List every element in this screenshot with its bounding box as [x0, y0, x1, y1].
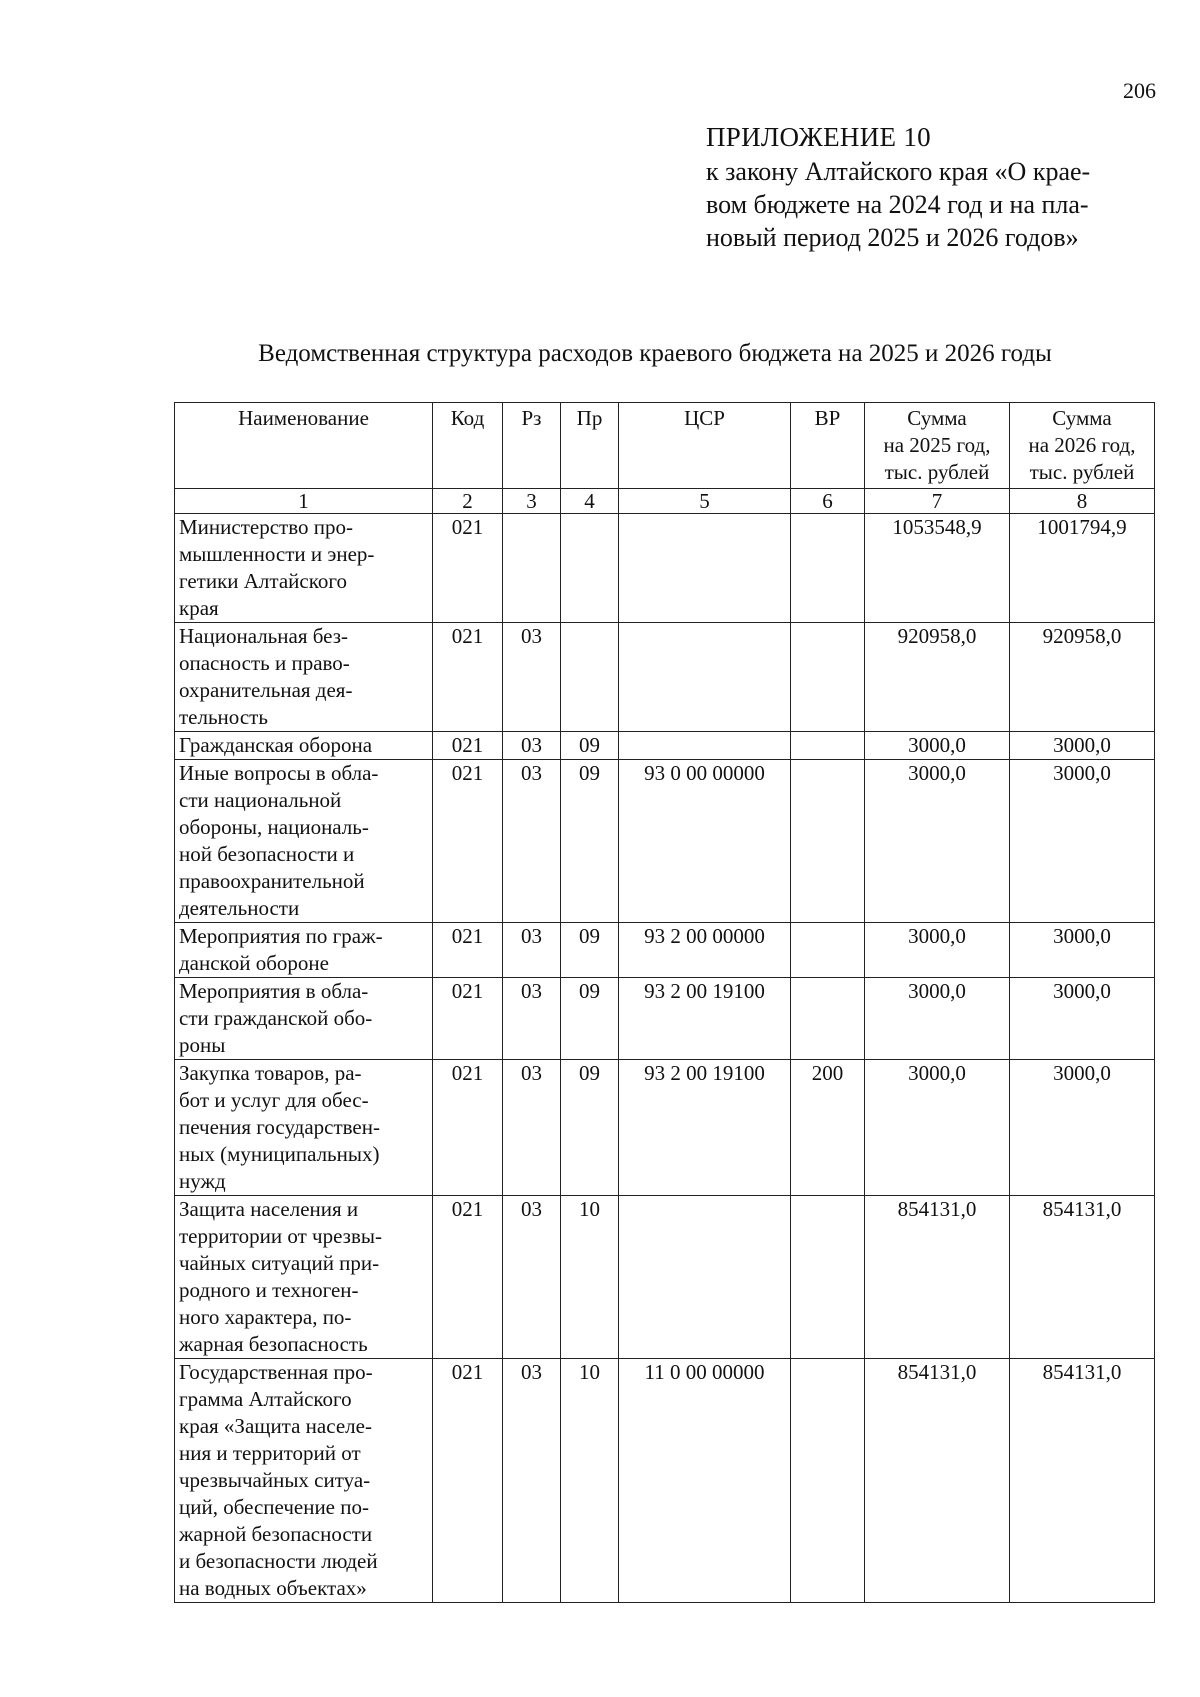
header-sum-2026-line: тыс. рублей: [1029, 460, 1135, 484]
cell-name-line: жарная безопасность: [179, 1332, 368, 1356]
page-number: 206: [1123, 78, 1156, 103]
cell-name-line: охранительная дея-: [179, 678, 353, 702]
cell-name-line: ций, обеспечение по-: [179, 1495, 369, 1519]
cell-name-line: Мероприятия по граж-: [179, 924, 383, 948]
cell-name-line: и безопасности людей: [179, 1549, 378, 1573]
cell-name-line: деятельности: [179, 896, 300, 920]
cell-name-line: ной безопасности и: [179, 842, 355, 866]
cell-name-line: края: [179, 596, 219, 620]
cell-name-line: мышленности и энер-: [179, 542, 375, 566]
cell-rz: 03: [503, 923, 561, 978]
cell-name: [175, 1196, 433, 1359]
cell-csr: 93 2 00 19100: [619, 1060, 791, 1196]
column-number: 1: [175, 489, 433, 514]
header-code: Код: [433, 403, 503, 489]
header-sum-2025-line: Сумма: [907, 406, 967, 430]
cell-name-line: Иные вопросы в обла-: [179, 761, 379, 785]
cell-name-line: роны: [179, 1033, 226, 1057]
header-sum-2026-line: на 2026 год,: [1028, 433, 1136, 457]
cell-sum-2025: 3000,0: [865, 760, 1010, 923]
appendix-line: вом бюджете на 2024 год и на пла-: [706, 190, 1089, 219]
cell-name-line: правоохранительной: [179, 869, 365, 893]
appendix-line: новый период 2025 и 2026 годов»: [706, 223, 1079, 252]
cell-sum-2026: 854131,0: [1010, 1359, 1155, 1603]
header-sum-2026: [1010, 403, 1155, 489]
cell-name-line: сти гражданской обо-: [179, 1006, 373, 1030]
cell-name-line: Государственная про-: [179, 1360, 373, 1384]
cell-name-line: данской обороне: [179, 951, 329, 975]
appendix-line: к закону Алтайского края «О крае-: [706, 157, 1091, 186]
cell-sum-2025: 3000,0: [865, 978, 1010, 1060]
cell-name-line: Защита населения и: [179, 1197, 359, 1221]
cell-rz: 03: [503, 732, 561, 760]
cell-pr: [561, 514, 619, 623]
header-name: Наименование: [175, 403, 433, 489]
cell-name-line: обороны, националь-: [179, 815, 369, 839]
cell-code: 021: [433, 760, 503, 923]
cell-name-line: жарной безопасности: [179, 1522, 373, 1546]
cell-name-line: ных (муниципальных): [179, 1142, 380, 1166]
table-row: [175, 923, 1155, 978]
cell-sum-2026: 854131,0: [1010, 1196, 1155, 1359]
cell-rz: 03: [503, 978, 561, 1060]
cell-rz: 03: [503, 1359, 561, 1603]
cell-name-line: Мероприятия в обла-: [179, 979, 369, 1003]
cell-vr: [791, 732, 865, 760]
cell-name-line: опасность и право-: [179, 651, 350, 675]
cell-vr: 200: [791, 1060, 865, 1196]
cell-rz: 03: [503, 760, 561, 923]
cell-code: 021: [433, 514, 503, 623]
cell-csr: [619, 732, 791, 760]
cell-sum-2026: 3000,0: [1010, 923, 1155, 978]
cell-sum-2026: 920958,0: [1010, 623, 1155, 732]
column-number: 5: [619, 489, 791, 514]
cell-name-line: чайных ситуаций при-: [179, 1251, 380, 1275]
cell-pr: 09: [561, 978, 619, 1060]
cell-name: [175, 923, 433, 978]
cell-sum-2025: 854131,0: [865, 1196, 1010, 1359]
table-body: [175, 514, 1155, 1603]
cell-name-line: ния и территорий от: [179, 1441, 361, 1465]
cell-code: 021: [433, 1196, 503, 1359]
cell-sum-2026: 3000,0: [1010, 760, 1155, 923]
cell-pr: 10: [561, 1196, 619, 1359]
budget-table: [174, 402, 1155, 1603]
table-row: [175, 732, 1155, 760]
table-header-row: [175, 403, 1155, 489]
header-sum-2026-line: Сумма: [1052, 406, 1112, 430]
cell-vr: [791, 923, 865, 978]
header-rz: Рз: [503, 403, 561, 489]
column-number: 8: [1010, 489, 1155, 514]
table-row: [175, 514, 1155, 623]
table-row: [175, 623, 1155, 732]
header-pr: Пр: [561, 403, 619, 489]
cell-sum-2026: 3000,0: [1010, 732, 1155, 760]
table-row: [175, 1196, 1155, 1359]
cell-name: [175, 760, 433, 923]
cell-vr: [791, 760, 865, 923]
cell-sum-2026: 1001794,9: [1010, 514, 1155, 623]
cell-pr: [561, 623, 619, 732]
cell-sum-2026: 3000,0: [1010, 978, 1155, 1060]
header-sum-2025-line: на 2025 год,: [883, 433, 991, 457]
column-number: 3: [503, 489, 561, 514]
header-csr: ЦСР: [619, 403, 791, 489]
column-number: 7: [865, 489, 1010, 514]
cell-name-line: ного характера, по-: [179, 1305, 352, 1329]
document-title: Ведомственная структура расходов краевого бюджета на 2025 и 2026 годы: [258, 340, 1052, 367]
cell-name-line: чрезвычайных ситуа-: [179, 1468, 371, 1492]
cell-pr: 10: [561, 1359, 619, 1603]
cell-sum-2025: 3000,0: [865, 923, 1010, 978]
cell-vr: [791, 978, 865, 1060]
column-number-row: [175, 489, 1155, 514]
cell-sum-2025: 854131,0: [865, 1359, 1010, 1603]
column-number: 6: [791, 489, 865, 514]
header-sum-2025: [865, 403, 1010, 489]
cell-name-line: края «Защита населе-: [179, 1414, 372, 1438]
cell-name-line: Закупка товаров, ра-: [179, 1061, 362, 1085]
cell-code: 021: [433, 1060, 503, 1196]
cell-rz: 03: [503, 623, 561, 732]
cell-vr: [791, 1359, 865, 1603]
cell-csr: [619, 514, 791, 623]
cell-csr: 93 2 00 19100: [619, 978, 791, 1060]
cell-name-line: на водных объектах»: [179, 1576, 367, 1600]
table-row: [175, 760, 1155, 923]
cell-rz: [503, 514, 561, 623]
cell-rz: 03: [503, 1196, 561, 1359]
cell-name-line: грамма Алтайского: [179, 1387, 352, 1411]
cell-rz: 03: [503, 1060, 561, 1196]
cell-code: 021: [433, 923, 503, 978]
cell-name: [175, 514, 433, 623]
cell-name-line: тельность: [179, 705, 268, 729]
cell-name-line: Национальная без-: [179, 624, 349, 648]
cell-name-line: родного и техноген-: [179, 1278, 359, 1302]
cell-vr: [791, 623, 865, 732]
cell-pr: 09: [561, 1060, 619, 1196]
column-number: 2: [433, 489, 503, 514]
cell-csr: [619, 1196, 791, 1359]
cell-name: [175, 623, 433, 732]
cell-name: [175, 1359, 433, 1603]
cell-name-line: сти национальной: [179, 788, 342, 812]
cell-name: [175, 732, 433, 760]
cell-name-line: бот и услуг для обес-: [179, 1088, 369, 1112]
table-row: [175, 1060, 1155, 1196]
cell-sum-2025: 3000,0: [865, 1060, 1010, 1196]
cell-csr: [619, 623, 791, 732]
cell-sum-2025: 920958,0: [865, 623, 1010, 732]
column-number: 4: [561, 489, 619, 514]
table-row: [175, 978, 1155, 1060]
cell-code: 021: [433, 1359, 503, 1603]
cell-code: 021: [433, 978, 503, 1060]
header-sum-2025-line: тыс. рублей: [884, 460, 990, 484]
cell-pr: 09: [561, 732, 619, 760]
header-vr: ВР: [791, 403, 865, 489]
cell-csr: 11 0 00 00000: [619, 1359, 791, 1603]
cell-sum-2025: 1053548,9: [865, 514, 1010, 623]
cell-pr: 09: [561, 760, 619, 923]
cell-vr: [791, 1196, 865, 1359]
cell-csr: 93 2 00 00000: [619, 923, 791, 978]
cell-name-line: гетики Алтайского: [179, 569, 347, 593]
cell-name-line: Министерство про-: [179, 515, 353, 539]
cell-vr: [791, 514, 865, 623]
table-row: [175, 1359, 1155, 1603]
cell-name-line: территории от чрезвы-: [179, 1224, 382, 1248]
cell-name-line: Гражданская оборона: [179, 733, 373, 757]
cell-name: [175, 1060, 433, 1196]
cell-sum-2026: 3000,0: [1010, 1060, 1155, 1196]
cell-code: 021: [433, 623, 503, 732]
cell-name: [175, 978, 433, 1060]
cell-pr: 09: [561, 923, 619, 978]
appendix-block: [706, 122, 1166, 254]
cell-name-line: печения государствен-: [179, 1115, 380, 1139]
cell-csr: 93 0 00 00000: [619, 760, 791, 923]
cell-name-line: нужд: [179, 1169, 226, 1193]
cell-sum-2025: 3000,0: [865, 732, 1010, 760]
appendix-title: ПРИЛОЖЕНИЕ 10: [706, 122, 931, 152]
cell-code: 021: [433, 732, 503, 760]
